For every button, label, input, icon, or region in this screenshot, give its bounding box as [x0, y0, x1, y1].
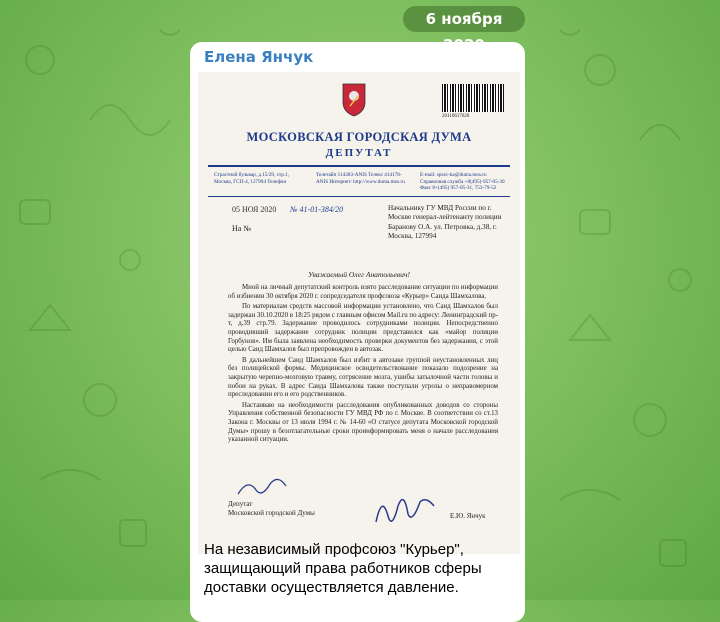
organization-subtitle: ДЕПУТАТ: [325, 147, 393, 159]
sender-name[interactable]: Елена Янчук: [204, 48, 314, 66]
outgoing-number: № 41-01-384/20: [290, 205, 344, 214]
header-contacts: E-mail: sprav-ka@duma.mos.ru Справочная служба +8(495)-957-05-30 Факс 8+(495) 957-05-31, 753-79-52: [420, 172, 505, 191]
organization-name: МОСКОВСКАЯ ГОРОДСКАЯ ДУМА: [246, 130, 472, 144]
signature: [370, 492, 440, 532]
letter-paragraph: В дальнейшем Саид Шамхалов был избит в автозаке группой неустановленных лиц без полицейской формы. Медицинское освидетельствование показало подозрение на закрытую черепно-мозговую травму, сотрясение мозга, ушибы затылочной части головы и побои на руках. В адрес Саида Шамхалова также поступали угрозы о неправомерном преследовании его и его родственников.: [228, 356, 498, 399]
moscow-coat-of-arms-icon: [341, 82, 367, 118]
message-caption[interactable]: На независимый профсоюз "Курьер", защищающий права работников сферы доставки осуществляется давление.: [204, 541, 482, 596]
header-divider: [208, 165, 510, 167]
header-telecom: Телетайп 114383-ANIS Телекс 414178-ANIS Интернет: http://www.duma.mos.ru: [316, 172, 405, 185]
date-stamp: 05 НОЯ 2020: [232, 205, 277, 214]
header-address: Страстной бульвар, д.15/29, стр.1, Москва, ГСП-4, 127994 Телефон: [214, 172, 290, 185]
barcode-number: 20110617020: [442, 114, 470, 119]
letter-body: [228, 284, 498, 447]
signatory-line-2: Московской городской Думы: [228, 509, 315, 517]
letter-paragraph: По материалам средств массовой информации установлено, что Саид Шамхалов был задержан 30.10.2020 в 18:25 рядом с главным офисом Mail.ru по адресу: Ленинградский пр-т, д.39 стр.79. Задержание проводилось сотрудниками полиции. Непосредственно проводивший задержание сотрудник полиции представился как «майор полиции Горбунов». Им была заявлена необходимость проверки документов без задержания, с этой целью Саид Шамхалов был препровожден в автозак.: [228, 303, 498, 354]
letter-paragraph: Настаиваю на необходимости расследования опубликованных доводов со стороны Управления собственной безопасности ГУ МВД РФ по г. Москве. В соответствии со ст.13 Закона г. Москвы от 13 июля 1994 г. № 14-60 «О статусе депутата Московской городской Думы» прошу в безотлагательные сроки проинформировать меня о начале расследования указанной ситуации.: [228, 401, 498, 444]
letter-greeting: Уважаемый Олег Анатольевич!: [307, 270, 411, 279]
date-separator-pill: 6 ноября: [403, 6, 525, 32]
handwritten-note: [234, 476, 294, 502]
message-bubble[interactable]: [190, 42, 525, 622]
letter-paragraph: Мной на личный депутатский контроль взято расследование ситуации по информации об избиении 30 октября 2020 г. сопредседателя профсоюза «Курьер» Саида Шамхалова.: [228, 284, 498, 300]
reference-number-label: На №: [232, 224, 251, 233]
signatory-title: [228, 500, 315, 518]
signatory-name: Е.Ю. Янчук: [450, 512, 486, 520]
header-divider-thin: [208, 196, 510, 197]
attached-document-photo[interactable]: [198, 72, 520, 554]
document-barcode: [442, 84, 504, 112]
signatory-line-1: Депутат: [228, 500, 253, 508]
addressee-block: Начальнику ГУ МВД России по г. Москве генерал-лейтенанту полиции Баранову О.А. ул. Петровка, д.38, г. Москва, 127994: [388, 204, 502, 241]
